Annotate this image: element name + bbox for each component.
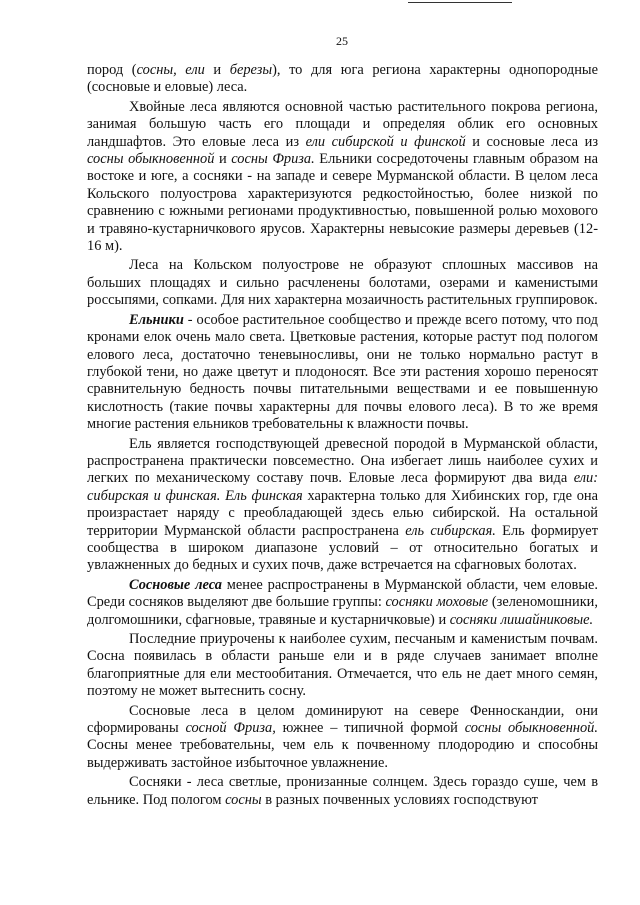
italic-term: сосной Фриза, [185,720,276,737]
italic-term: сосны Фриза. [231,151,315,168]
italic-term: сосны обыкновенной. [464,720,598,737]
text-run: (зеленомошники, долгомошники, сфагновые, травяные и кустарничковые) и [87,594,598,628]
italic-term: сосны обыкновенной [87,151,215,168]
text-run: южнее – типичной формой [275,720,465,737]
italic-term: сосны [225,791,262,808]
italic-term: сосняки моховые [385,594,489,611]
paragraph-8 [87,703,598,773]
text-run: ), то для юга региона характерны однопородные (сосновые и еловые) леса. [87,62,598,96]
page-number: 25 [336,34,348,48]
text-run: пород ( [87,62,137,78]
text-run: Сосняки - леса светлые, пронизанные солнцем. Здесь гораздо суше, чем в ельнике. Под пологом [87,774,598,808]
paragraph-7 [87,631,598,701]
paragraph-1 [87,62,598,97]
top-rule [408,2,512,3]
bold-italic-term: Ельники [129,311,184,328]
italic-term: сосны, ели [136,62,205,78]
bold-italic-term: Сосновые леса [129,576,222,593]
text-run: Ель формирует сообщества в широком диапазоне условий – от относительно богатых и увлажненных до бедных и сухих почв, даже встречается на сфагновых болотах. [87,522,598,574]
text-run: - особое растительное сообщество и прежде всего потому, что под кронами елок очень мало света. Цветковые растения, которые растут под пологом елового леса, достаточно теневыносливы, они не только нормально растут в глубокой тени, но даже цветут и плодоносят. Все эти растения хорошо переносят сравнительную бедность почвы питательными веществами и ее повышенную кислотность (такие почвы характерны для почвы елового леса). В то же время многие растения ельников требовательны к влажности почвы. [87,311,598,433]
text-run: Хвойные леса являются основной частью растительного покрова региона, занимая большую часть его площади и определяя облик его основных ландшафтов. Это еловые леса из [87,98,598,150]
text-run: Ель является господствующей древесной породой в Мурманской области, распространена практически повсеместно. Она избегает лишь наиболее сухих и легких по механическому составу почв. Еловые леса формируют два вида [87,435,598,487]
paragraph-5 [87,436,598,575]
text-run: менее распространены в Мурманской области, чем еловые. Среди сосняков выделяют две большие группы: [87,576,598,611]
text-run: в разных почвенных условиях господствуют [261,791,538,808]
paragraph-4 [87,312,598,434]
italic-term: ели: сибирская и финская. Ель финская [87,470,598,504]
paragraph-2 [87,99,598,256]
italic-term: ель сибирская. [405,522,496,539]
text-run: Сосны менее требовательны, чем ель к почвенному плодородию и способны выдерживать застойное избыточное увлажнение. [87,737,598,771]
text-run: характерна только для Хибинских гор, где она произрастает наряду с преобладающей здесь елью сибирской. На остальной территории Мурманской области распространена [87,487,598,539]
document-body [87,62,598,809]
italic-term: ели сибирской и финской [305,133,466,150]
text-run: и [214,151,232,168]
text-run: Сосновые леса в целом доминируют на севере Фенноскандии, они сформированы [87,702,598,737]
text-run: Ельники сосредоточены главным образом на востоке и юге, а сосняки - на западе и севере Мурманской области. В целом леса Кольского полуострова характеризуются редкостойностью, более низкой по сравнению с южными регионами продуктивностью, повышенной ролью мохового и травяно-кустарничкового ярусов. Характерны невысокие размеры деревьев (12-16 м). [87,151,598,255]
text-run: и сосновые леса из [465,133,599,150]
text-run: и [204,62,230,78]
paragraph-3 [87,257,598,309]
text-run: Последние приурочены к наиболее сухим, песчаным и каменистым почвам. Сосна появилась в области раньше ели и в ряде случаев занимает вполне благоприятные для ели местообитания. Отмечается, что ель не дает много семян, поэтому не может вытеснить сосну. [87,631,598,700]
italic-term: сосняки лишайниковые. [449,611,594,628]
paragraph-6 [87,577,598,629]
paragraph-9 [87,774,598,809]
text-run: Леса на Кольском полуострове не образуют сплошных массивов на больших площадях и сильно расчленены болотами, озерами и каменистыми россыпями, сопками. Для них характерна мозаичность растительных группировок. [87,257,598,309]
italic-term: березы [229,62,273,78]
